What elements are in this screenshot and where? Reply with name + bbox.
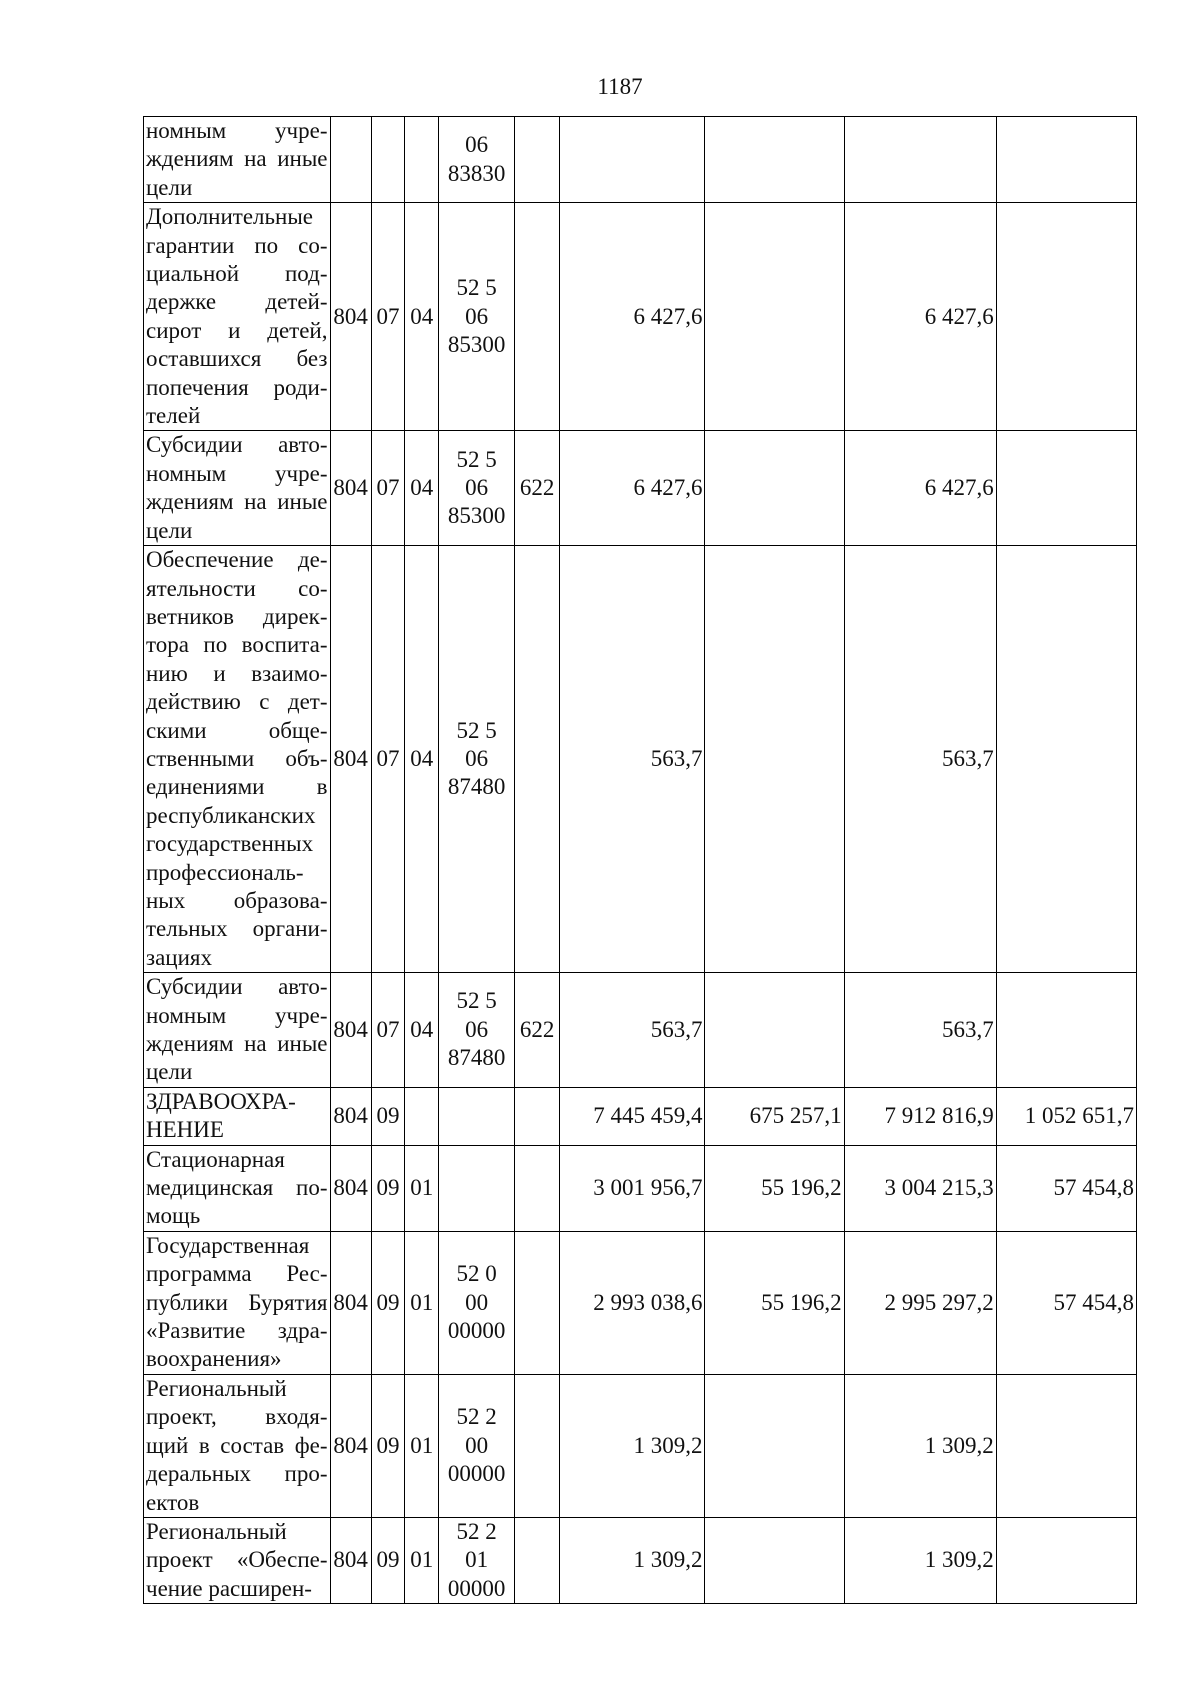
target-article-cell [439,1374,515,1517]
row-name-cell [144,431,331,546]
amount-cell-3 [844,117,996,203]
row-name-line: тельных органи- [146,916,328,942]
amount-cell-4 [996,546,1136,973]
row-name-line: Стационарная [146,1146,285,1172]
target-article-line: 52 5 [456,988,497,1014]
subsection-code-cell: 01 [405,1517,439,1603]
row-name-line: Обеспечение де- [146,547,328,573]
table-row [144,1517,1137,1603]
table-row [144,1231,1137,1374]
row-name-line: программа Рес- [146,1261,328,1287]
target-article-line: 01 [465,1547,489,1573]
row-name-line: цели [146,1059,193,1085]
row-name-line: ЗДРАВООХРА- [146,1088,296,1114]
amount-cell-3: 6 427,6 [844,431,996,546]
amount-cell-1: 563,7 [560,973,705,1088]
amount-cell-3: 563,7 [844,546,996,973]
row-name-line: ждениям на иные [146,489,328,515]
amount-cell-3: 3 004 215,3 [844,1145,996,1231]
row-name-line: мощь [146,1203,201,1229]
target-article-line: 52 5 [456,446,497,472]
row-name-line: Субсидии авто- [146,974,328,1000]
row-name-line: попечения роди- [146,374,328,400]
table-row [144,973,1137,1088]
amount-cell-1: 2 993 038,6 [560,1231,705,1374]
amount-cell-4: 1 052 651,7 [996,1087,1136,1145]
subsection-code-cell: 04 [405,973,439,1088]
section-code-cell: 07 [371,973,404,1088]
amount-cell-3: 6 427,6 [844,203,996,431]
amount-cell-3: 7 912 816,9 [844,1087,996,1145]
target-article-cell [439,1087,515,1145]
amount-cell-1: 1 309,2 [560,1374,705,1517]
target-article-line: 00000 [447,1575,506,1601]
table-row [144,1374,1137,1517]
expense-type-cell [514,203,559,431]
row-name-line: скими обще- [146,717,328,743]
amount-cell-2 [705,203,844,431]
expense-type-cell: 622 [514,431,559,546]
target-article-line: 52 2 [456,1404,497,1430]
subsection-code-cell [405,117,439,203]
expense-type-cell [514,1087,559,1145]
expense-type-cell: 622 [514,973,559,1088]
amount-cell-2 [705,431,844,546]
row-name-line: ектов [146,1489,200,1515]
table-row [144,1145,1137,1231]
expense-type-cell [514,546,559,973]
amount-cell-2 [705,973,844,1088]
amount-cell-1: 6 427,6 [560,203,705,431]
subsection-code-cell [405,1087,439,1145]
section-code-cell: 09 [371,1087,404,1145]
row-name-line: ждениям на иные [146,1031,328,1056]
ministry-code-cell: 804 [330,1087,371,1145]
amount-cell-2: 55 196,2 [705,1231,844,1374]
row-name-line: телей [146,403,201,429]
row-name-cell [144,1231,331,1374]
target-article-line: 06 [465,303,489,329]
target-article-line: 06 [465,475,489,501]
row-name-line: Субсидии авто- [146,432,328,458]
amount-cell-4 [996,203,1136,431]
row-name-line: НЕНИЕ [146,1117,224,1143]
amount-cell-1: 7 445 459,4 [560,1087,705,1145]
ministry-code-cell: 804 [330,546,371,973]
table-row [144,1087,1137,1145]
row-name-line: гарантии по со- [146,232,328,258]
row-name-cell [144,1517,331,1603]
amount-cell-2 [705,546,844,973]
amount-cell-3: 2 995 297,2 [844,1231,996,1374]
amount-cell-4 [996,431,1136,546]
amount-cell-1 [560,117,705,203]
row-name-line: ветников дирек- [146,603,328,629]
row-name-line: сирот и детей, [146,317,328,343]
target-article-line: 87480 [447,1045,506,1071]
row-name-cell [144,973,331,1088]
row-name-line: публики Бурятия [146,1289,328,1315]
amount-cell-4 [996,1374,1136,1517]
target-article-line: 06 [465,1016,489,1042]
target-article-line: 87480 [447,774,506,800]
ministry-code-cell: 804 [330,1374,371,1517]
subsection-code-cell: 01 [405,1145,439,1231]
target-article-cell [439,117,515,203]
subsection-code-cell: 04 [405,546,439,973]
amount-cell-1: 3 001 956,7 [560,1145,705,1231]
row-name-line: цели [146,517,193,543]
section-code-cell: 07 [371,203,404,431]
table-row [144,117,1137,203]
target-article-cell [439,1145,515,1231]
target-article-line: 83830 [447,160,506,186]
row-name-line: проект, входя- [146,1404,328,1430]
row-name-cell [144,203,331,431]
section-code-cell: 09 [371,1231,404,1374]
target-article-cell [439,203,515,431]
amount-cell-3: 1 309,2 [844,1374,996,1517]
amount-cell-4 [996,1517,1136,1603]
row-name-line: ственными объ- [146,745,328,771]
row-name-line: ятельности со- [146,575,328,601]
row-name-cell [144,1374,331,1517]
row-name-line: оставшихся без [146,346,328,372]
row-name-line: проект «Обеспе- [146,1547,328,1573]
target-article-line: 85300 [447,332,506,358]
amount-cell-4: 57 454,8 [996,1145,1136,1231]
subsection-code-cell: 04 [405,203,439,431]
row-name-cell [144,117,331,203]
amount-cell-2 [705,1374,844,1517]
row-name-line: ных образова- [146,887,328,913]
subsection-code-cell: 04 [405,431,439,546]
expense-type-cell [514,1517,559,1603]
ministry-code-cell: 804 [330,1517,371,1603]
row-name-line: чение расширен- [146,1575,312,1601]
target-article-line: 00000 [447,1318,506,1344]
target-article-line: 52 5 [456,275,497,301]
expense-type-cell [514,1374,559,1517]
page-number: 1187 [597,74,643,99]
row-name-line: циальной под- [146,261,328,287]
row-name-line: цели [146,174,193,200]
amount-cell-4: 57 454,8 [996,1231,1136,1374]
amount-cell-2: 675 257,1 [705,1087,844,1145]
row-name-line: номным учре- [146,1002,328,1028]
row-name-line: деральных про- [146,1461,328,1487]
amount-cell-1: 6 427,6 [560,431,705,546]
budget-table [143,116,1137,1604]
row-name-line: Региональный [146,1518,287,1544]
section-code-cell: 09 [371,1374,404,1517]
target-article-cell [439,431,515,546]
row-name-line: номным учре- [146,118,328,143]
expense-type-cell [514,1145,559,1231]
ministry-code-cell [330,117,371,203]
target-article-cell [439,1517,515,1603]
section-code-cell: 09 [371,1145,404,1231]
section-code-cell [371,117,404,203]
row-name-cell [144,1087,331,1145]
target-article-line: 00 [465,1432,489,1458]
row-name-line: тора по воспита- [146,632,328,658]
amount-cell-1: 1 309,2 [560,1517,705,1603]
table-row [144,546,1137,973]
ministry-code-cell: 804 [330,1231,371,1374]
target-article-line: 06 [465,745,489,771]
subsection-code-cell: 01 [405,1374,439,1517]
row-name-line: действию с дет- [146,689,328,715]
target-article-cell [439,973,515,1088]
row-name-line: государственных [146,831,314,857]
target-article-line: 52 2 [456,1518,497,1544]
amount-cell-1: 563,7 [560,546,705,973]
row-name-line: «Развитие здра- [146,1318,328,1344]
row-name-line: Дополнительные [146,204,313,230]
table-row [144,431,1137,546]
row-name-line: Государственная [146,1232,310,1258]
target-article-line: 85300 [447,503,506,529]
table-row [144,203,1137,431]
expense-type-cell [514,117,559,203]
row-name-line: медицинская по- [146,1175,328,1201]
amount-cell-3: 1 309,2 [844,1517,996,1603]
amount-cell-2: 55 196,2 [705,1145,844,1231]
row-name-cell [144,1145,331,1231]
row-name-line: держке детей- [146,289,328,315]
amount-cell-2 [705,1517,844,1603]
row-name-line: номным учре- [146,460,328,486]
target-article-line: 00 [465,1289,489,1315]
expense-type-cell [514,1231,559,1374]
target-article-line: 52 0 [456,1261,497,1287]
row-name-line: республиканских [146,802,316,828]
row-name-line: воохранения» [146,1346,282,1372]
target-article-line: 00000 [447,1461,506,1487]
row-name-line: профессиональ- [146,859,304,885]
amount-cell-4 [996,973,1136,1088]
section-code-cell: 07 [371,431,404,546]
ministry-code-cell: 804 [330,203,371,431]
amount-cell-2 [705,117,844,203]
ministry-code-cell: 804 [330,431,371,546]
row-name-line: зациях [146,944,212,970]
row-name-cell [144,546,331,973]
target-article-line: 06 [465,132,489,158]
row-name-line: нию и взаимо- [146,660,328,686]
subsection-code-cell: 01 [405,1231,439,1374]
target-article-cell [439,546,515,973]
amount-cell-3: 563,7 [844,973,996,1088]
target-article-cell [439,1231,515,1374]
amount-cell-4 [996,117,1136,203]
ministry-code-cell: 804 [330,1145,371,1231]
row-name-line: единениями в [146,774,328,800]
target-article-line: 52 5 [456,717,497,743]
section-code-cell: 07 [371,546,404,973]
row-name-line: Региональный [146,1375,287,1401]
ministry-code-cell: 804 [330,973,371,1088]
row-name-line: ждениям на иные [146,146,328,172]
section-code-cell: 09 [371,1517,404,1603]
row-name-line: щий в состав фе- [146,1432,328,1458]
